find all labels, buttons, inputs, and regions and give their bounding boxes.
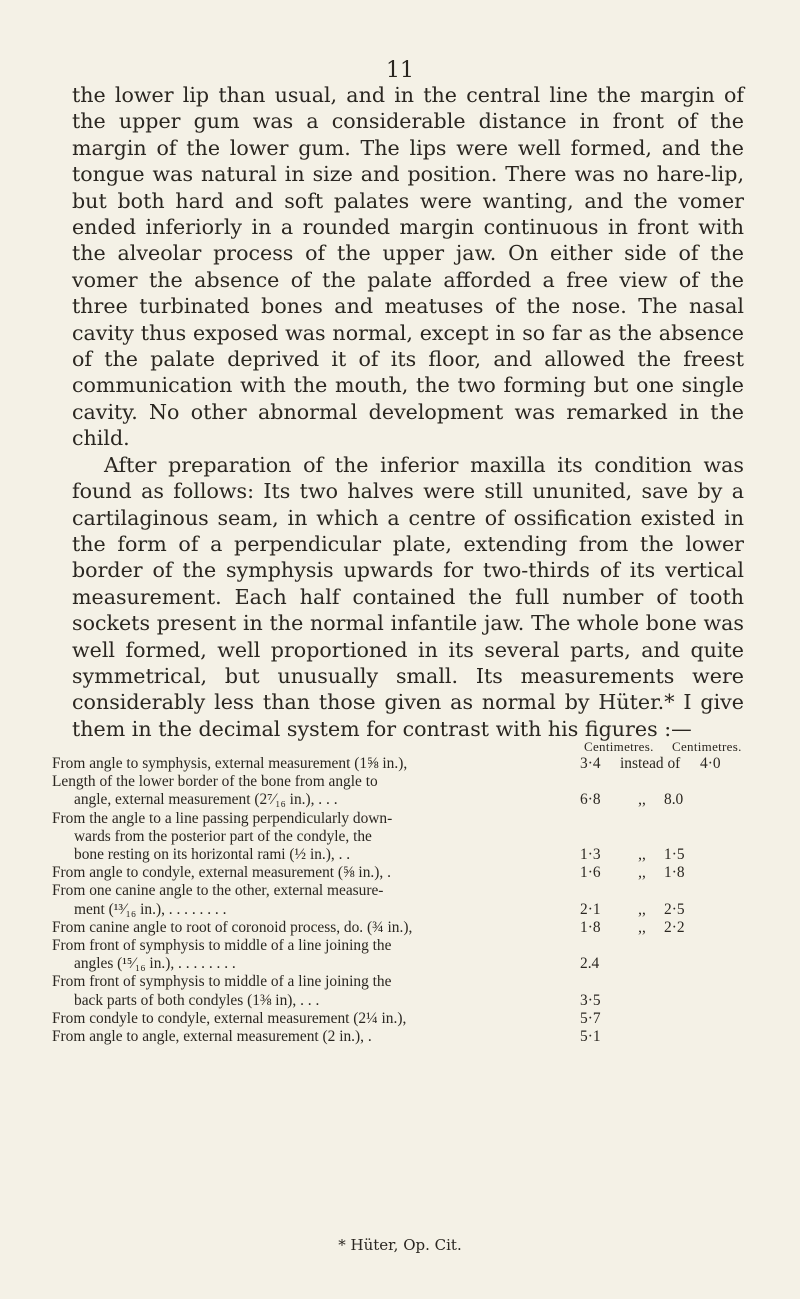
description-line: From angle to condyle, external measurement (⅝ in.), . bbox=[52, 864, 391, 882]
description-line: From front of symphysis to middle of a line joining the bbox=[52, 937, 392, 955]
description-line: bone resting on its horizontal rami (½ in.), . . bbox=[74, 846, 351, 864]
table-row bbox=[52, 882, 764, 918]
description-line: From canine angle to root of coronoid process, do. (¾ in.), bbox=[52, 918, 413, 936]
paragraph: the lower lip than usual, and in the central line the margin of the upper gum was a considerable distance in front of the margin of the lower gum. The lips were well formed, and the tongue was natural in size and position. There was no hare-lip, but both hard and soft palates were wanting, and the vomer ended inferiorly in a rounded margin continuous in front with the alveolar process of the upper jaw. On either side of the vomer the absence of the palate afforded a free view of the three turbinated bones and meatuses of the nose. The nasal cavity thus exposed was normal, except in so far as the absence of the palate deprived it of its floor, and allowed the freest communication with the mouth, the two forming but one single cavity. No other abnormal development was remarked in the child. bbox=[72, 83, 744, 451]
measurement-description bbox=[52, 1010, 580, 1028]
measurement-description bbox=[52, 882, 580, 918]
measurement-description bbox=[52, 973, 580, 1009]
description-line: wards from the posterior part of the condyle, the bbox=[74, 827, 372, 845]
comparison-word: ,, bbox=[638, 918, 646, 936]
measurement-description bbox=[52, 810, 580, 865]
normal-value: 4·0 bbox=[700, 755, 721, 772]
body-text bbox=[72, 82, 744, 742]
comparison-word: instead of bbox=[620, 755, 681, 772]
description-line: From angle to symphysis, external measurement (1⅝ in.), bbox=[52, 755, 408, 772]
measured-value: 3·5 bbox=[580, 991, 601, 1009]
measured-value: 2.4 bbox=[580, 955, 600, 973]
normal-value: 1·5 bbox=[664, 846, 685, 864]
footnote: * Hüter, Op. Cit. bbox=[338, 1236, 462, 1254]
measurement-description bbox=[52, 864, 580, 882]
paragraph: After preparation of the inferior maxilla its condition was found as follows: Its two halves were still ununited, save by a cartilaginous seam, in which a centre of ossification existed in the form of a perpendicular plate, extending from the lower border of the symphysis upwards for two-thirds of its vertical measurement. Each half contained the full number of tooth sockets present in the normal infantile jaw. The whole bone was well formed, well proportioned in its several parts, and quite symmetrical, but unusually small. Its measurements were considerably less than those given as normal by Hüter.* I give them in the decimal system for contrast with his figures :— bbox=[72, 452, 744, 741]
description-line: From one canine angle to the other, external measure- bbox=[52, 882, 384, 900]
measured-value: 2·1 bbox=[580, 900, 601, 918]
measured-value: 1·8 bbox=[580, 918, 601, 936]
description-line: back parts of both condyles (1⅜ in), . . . bbox=[74, 991, 320, 1009]
description-line: Length of the lower border of the bone from angle to bbox=[52, 773, 378, 791]
measurements-table bbox=[52, 738, 764, 1046]
table-row bbox=[52, 973, 764, 1009]
description-line: From condyle to condyle, external measurement (2¼ in.), bbox=[52, 1009, 407, 1027]
normal-value: 2·2 bbox=[664, 918, 685, 936]
measurement-description bbox=[52, 937, 580, 973]
column-header: Centimetres. bbox=[584, 739, 654, 754]
table-rows bbox=[52, 755, 764, 1046]
table-row bbox=[52, 755, 764, 773]
measured-value: 5·1 bbox=[580, 1028, 601, 1046]
description-line: From the angle to a line passing perpendicularly down- bbox=[52, 809, 393, 827]
measurement-description bbox=[52, 1028, 580, 1046]
table-row bbox=[52, 810, 764, 865]
measured-value: 3·4 bbox=[580, 755, 601, 772]
comparison-word: ,, bbox=[638, 864, 646, 882]
normal-value: 2·5 bbox=[664, 900, 685, 918]
comparison-word: ,, bbox=[638, 846, 646, 864]
description-line: ment (¹³⁄₁₆ in.), . . . . . . . . bbox=[74, 900, 227, 918]
table-row bbox=[52, 773, 764, 809]
comparison-word: ,, bbox=[638, 900, 646, 918]
measured-value: 5·7 bbox=[580, 1009, 601, 1027]
column-header: Centimetres. bbox=[672, 739, 742, 754]
measurement-description bbox=[52, 773, 580, 809]
table-row bbox=[52, 937, 764, 973]
description-line: angles (¹⁵⁄₁₆ in.), . . . . . . . . bbox=[74, 955, 236, 973]
table-header bbox=[52, 738, 764, 755]
measured-value: 1·3 bbox=[580, 846, 601, 864]
table-row bbox=[52, 1028, 764, 1046]
measurement-description bbox=[52, 919, 580, 937]
description-line: From front of symphysis to middle of a line joining the bbox=[52, 973, 392, 991]
measured-value: 1·6 bbox=[580, 864, 601, 882]
normal-value: 1·8 bbox=[664, 864, 685, 882]
table-row bbox=[52, 864, 764, 882]
description-line: From angle to angle, external measurement (2 in.), . bbox=[52, 1028, 372, 1046]
measured-value: 6·8 bbox=[580, 791, 601, 809]
measurement-description bbox=[52, 755, 580, 773]
description-line: angle, external measurement (2⁷⁄₁₆ in.), . . . bbox=[74, 791, 338, 809]
page-number: 11 bbox=[386, 58, 414, 83]
normal-value: 8.0 bbox=[664, 791, 684, 809]
table-row bbox=[52, 919, 764, 937]
table-row bbox=[52, 1010, 764, 1028]
comparison-word: ,, bbox=[638, 791, 646, 809]
